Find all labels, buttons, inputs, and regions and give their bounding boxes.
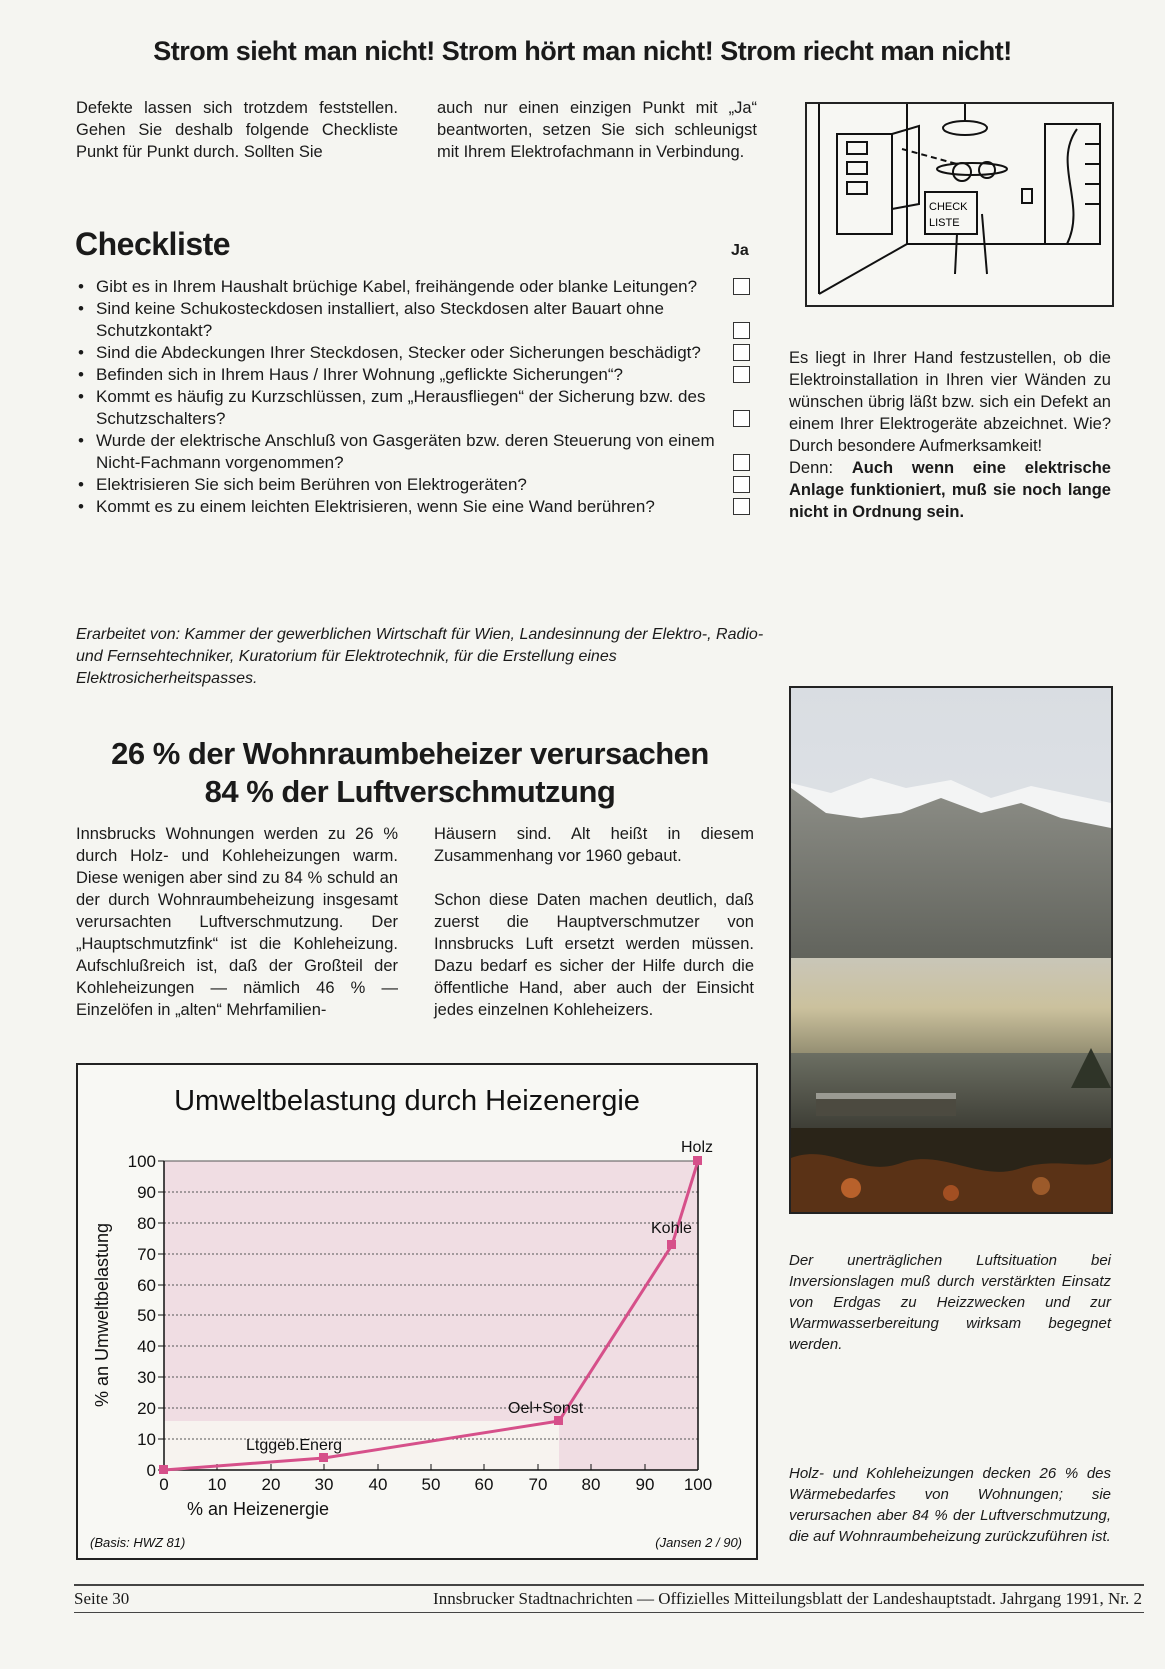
checklist (76, 276, 756, 518)
sidebar-paragraph: Es liegt in Ihrer Hand festzustellen, ob die Elektroinstallation in Ihren vier Wänden zu wünschen übrig läßt bzw. sich ein Defekt an einem Ihrer Elektrogeräte abzeichnet. Wie? Durch besondere Aufmerksamkeit! (789, 349, 1111, 455)
line-chart (78, 1065, 756, 1558)
bullet-icon: • (78, 343, 84, 362)
bullet-icon: • (78, 387, 84, 406)
checklist-title: Checkliste (75, 226, 231, 262)
svg-text:0: 0 (159, 1475, 169, 1494)
checklist-item-text: Sind die Abdeckungen Ihrer Steckdosen, Stecker oder Sicherungen beschädigt? (96, 343, 701, 362)
bullet-icon: • (78, 431, 84, 450)
y-tick-labels (128, 1152, 156, 1480)
bullet-icon: • (78, 365, 84, 384)
cartoon-sign-line2: LISTE (929, 217, 960, 229)
svg-text:10: 10 (207, 1475, 227, 1494)
checklist-item-text: Gibt es in Ihrem Haushalt brüchige Kabel, freihängende oder blanke Leitungen? (96, 277, 698, 296)
svg-text:20: 20 (137, 1399, 156, 1418)
svg-text:50: 50 (421, 1475, 441, 1494)
bullet-icon: • (78, 497, 84, 516)
chart-source-right: (Jansen 2 / 90) (655, 1535, 742, 1550)
ja-checkbox[interactable] (733, 476, 750, 493)
checklist-item (76, 430, 756, 474)
svg-text:Ltggeb.Energ: Ltggeb.Energ (246, 1437, 343, 1454)
svg-text:Kohle: Kohle (651, 1220, 692, 1237)
bullet-icon: • (78, 299, 84, 318)
ja-checkbox[interactable] (733, 278, 750, 295)
checklist-item-text: Sind keine Schukosteckdosen installiert, also Steckdosen alter Bauart ohne Schutzkontakt? (96, 299, 664, 340)
cartoon-man-with-checklist-icon (807, 104, 1112, 305)
svg-text:70: 70 (528, 1475, 548, 1494)
bullet-icon: • (78, 475, 84, 494)
x-tick-labels (159, 1475, 712, 1494)
svg-text:70: 70 (137, 1245, 156, 1264)
svg-text:100: 100 (127, 1152, 156, 1171)
chart-title: Umweltbelastung durch Heizenergie (174, 1085, 640, 1117)
footer-page-number: Seite 30 (74, 1589, 130, 1608)
checklist-ja-column-label: Ja (731, 242, 749, 259)
ja-checkbox[interactable] (733, 344, 750, 361)
svg-text:Holz: Holz (681, 1139, 714, 1156)
checklist-item (76, 276, 756, 298)
intro-left-column: Defekte lassen sich trotzdem feststellen. Gehen Sie deshalb folgende Checkliste Punkt für Punkt durch. Sollten Sie (76, 99, 398, 161)
svg-text:10: 10 (137, 1430, 156, 1449)
chart-caption: Holz- und Kohleheizungen decken 26 % des Wärmebedarfes von Wohnungen; sie verursachen aber 84 % der Luftverschmutzung, die auf Wohnraumbeheizung zurückzuführen ist. (789, 1465, 1111, 1545)
innsbruck-smog-photo (789, 686, 1113, 1214)
x-axis-label: % an Heizenergie (186, 1499, 330, 1519)
footer-rule-bottom (74, 1612, 1144, 1613)
checklist-item (76, 342, 756, 364)
chart-source-left: (Basis: HWZ 81) (90, 1535, 186, 1550)
sidebar-text (789, 347, 1111, 523)
photo-caption: Der unerträglichen Luftsituation bei Inversionslagen muß durch verstärkten Einsatz von Erdgas zu Heizzwecken und zur Warmwasserbereitung wirksam begegnet werden. (789, 1252, 1111, 1353)
ja-checkbox[interactable] (733, 498, 750, 515)
svg-text:Oel+Sonst: Oel+Sonst (508, 1400, 584, 1417)
checklist-item (76, 386, 756, 430)
svg-text:90: 90 (635, 1475, 655, 1494)
chart-unshaded-area (164, 1421, 559, 1470)
bullet-icon: • (78, 277, 84, 296)
svg-text:20: 20 (261, 1475, 281, 1494)
svg-text:50: 50 (137, 1306, 156, 1325)
sidebar-emphasis: Auch wenn eine elektrische Anlage funktioniert, muß sie noch lange nicht in Ordnung sein. (789, 459, 1111, 521)
page-headline: Strom sieht man nicht! Strom hört man nicht! Strom riecht man nicht! (153, 36, 1012, 66)
ja-checkbox[interactable] (733, 322, 750, 339)
innsbruck-valley-smog-photo-icon (791, 688, 1111, 1212)
checklist-item-text: Kommt es zu einem leichten Elektrisieren, wenn Sie eine Wand berühren? (96, 497, 655, 516)
checklist-item (76, 496, 756, 518)
article-title (60, 735, 760, 811)
svg-text:30: 30 (137, 1368, 156, 1387)
checklist-credit: Erarbeitet von: Kammer der gewerblichen Wirtschaft für Wien, Landesinnung der Elektro-, Radio- und Fernsehtechniker, Kuratorium für Elektrotechnik, für die Erstellung eines Elektrosicherheitspasses. (76, 626, 764, 687)
checklist-item (76, 364, 756, 386)
article-title-line2: 84 % der Luftverschmutzung (204, 774, 616, 809)
article-title-line1: 26 % der Wohnraumbeheizer verursachen (111, 736, 709, 771)
svg-text:90: 90 (137, 1183, 156, 1202)
ja-checkbox[interactable] (733, 454, 750, 471)
svg-text:60: 60 (137, 1276, 156, 1295)
checklist-item-text: Befinden sich in Ihrem Haus / Ihrer Wohnung „geflickte Sicherungen“? (96, 365, 623, 384)
ja-checkbox[interactable] (733, 410, 750, 427)
y-axis-label: % an Umweltbelastung (92, 1222, 112, 1408)
checklist-item-text: Wurde der elektrische Anschluß von Gasgeräten bzw. deren Steuerung von einem Nicht-Fachmann vorgenommen? (96, 431, 715, 472)
intro-right-column: auch nur einen einzigen Punkt mit „Ja“ beantworten, setzen Sie sich schleunigst mit Ihrem Elektrofachmann in Verbindung. (437, 99, 757, 161)
svg-text:80: 80 (137, 1214, 156, 1233)
chart-environmental-load (76, 1063, 758, 1560)
checklist-item-text: Kommt es häufig zu Kurzschlüssen, zum „Herausfliegen“ der Sicherung bzw. des Schutzschalters? (96, 387, 706, 428)
svg-text:0: 0 (146, 1461, 156, 1480)
svg-text:40: 40 (137, 1337, 156, 1356)
svg-text:40: 40 (368, 1475, 388, 1494)
checklist-item (76, 298, 756, 342)
ja-checkbox[interactable] (733, 366, 750, 383)
checklist-item (76, 474, 756, 496)
article-column-1: Innsbrucks Wohnungen werden zu 26 % durch Holz- und Kohleheizungen warm. Diese wenigen aber sind zu 84 % schuld an der durch Wohnraumbeheizung insgesamt verursachten Luftverschmutzung. Der „Hauptschmutzfink“ ist die Kohleheizung. Aufschlußreich ist, daß der Großteil der Kohleheizungen — nämlich 46 % — Einzelöfen in „alten“ Mehrfamilien- (76, 825, 398, 1019)
footer-publication: Innsbrucker Stadtnachrichten — Offizielles Mitteilungsblatt der Landeshauptstadt. Jahrgang 1991, Nr. 2 (433, 1589, 1142, 1608)
cartoon-illustration (805, 102, 1114, 307)
article-column-2-paragraph-2: Schon diese Daten machen deutlich, daß zuerst die Hauptverschmutzer von Innsbrucks Luft ersetzt werden müssen. Dazu bedarf es sicher der Hilfe durch die öffentliche Hand, aber auch der Einsicht jedes einzelnen Kohleheizers. (434, 891, 754, 1019)
svg-text:100: 100 (683, 1475, 713, 1494)
svg-text:80: 80 (581, 1475, 601, 1494)
article-column-2-paragraph-1: Häusern sind. Alt heißt in diesem Zusammenhang vor 1960 gebaut. (434, 825, 754, 865)
svg-text:30: 30 (314, 1475, 334, 1494)
svg-text:60: 60 (474, 1475, 494, 1494)
cartoon-sign-line1: CHECK (929, 201, 968, 213)
sidebar-denn: Denn: (789, 459, 852, 477)
article-column-2 (434, 823, 754, 1021)
footer-rule (74, 1584, 1144, 1586)
checklist-item-text: Elektrisieren Sie sich beim Berühren von Elektrogeräten? (96, 475, 527, 494)
